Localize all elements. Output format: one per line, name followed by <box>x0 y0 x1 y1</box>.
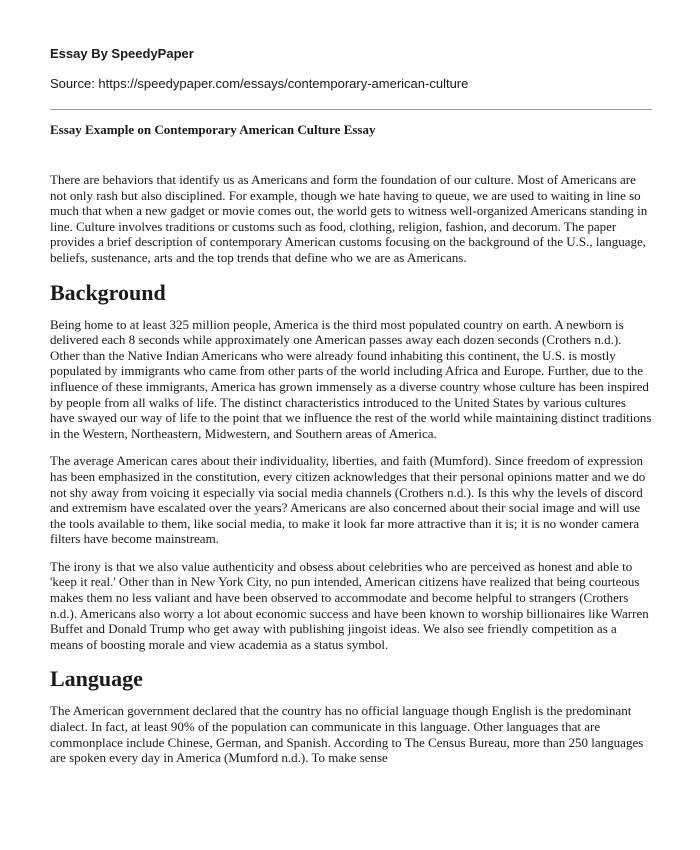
background-paragraph-1: Being home to at least 325 million people, America is the third most populated country on earth. A newborn is delivered each 8 seconds while approximately one American passes away each dozen seconds (Crothers n.d.). Other than the Native Indian Americans who were already found inhabiting this continent, the U.S. is mostly populated by immigrants who came from other parts of the world including Africa and Europe. Further, due to the influence of these immigrants, America has grown immensely as a diverse country whose culture has been inspired by people from all walks of life. The distinct characteristics introduced to the United States by various cultures have swayed our way of life to the point that we influence the rest of the world while maintaining distinct traditions in the Western, Northeastern, Midwestern, and Southern areas of America. <box>50 316 652 441</box>
header-divider <box>50 109 652 110</box>
section-heading-background: Background <box>50 279 166 305</box>
essay-page <box>50 36 652 766</box>
background-paragraph-2: The average American cares about their individuality, liberties, and faith (Mumford). Since freedom of expression has been emphasized in the constitution, every citizen acknowledges that their personal opinions matter and we do not shy away from voicing it especially via social media channels (Crothers n.d.). Is this why the levels of discord and extremism have escalated over the years? Americans are also concerned about their social image and will use the tools available to them, like social media, to make it look far more attractive than it is; it is no wonder camera filters have become mainstream. <box>50 453 646 547</box>
essay-title: Essay Example on Contemporary American Culture Essay <box>50 122 376 137</box>
intro-paragraph: There are behaviors that identify us as Americans and form the foundation of our culture. Most of Americans are not only rash but also disciplined. For example, though we hate having to queue, we are used to waiting in line so much that when a new gadget or movie comes out, the world gets to witness well-organized Americans standing in line. Culture involves traditions or customs such as food, clothing, religion, fashion, and decorum. The paper provides a brief description of contemporary American customs focusing on the background of the U.S., language, beliefs, sustenance, arts and the top trends that define who we are as Americans. <box>50 172 648 265</box>
background-paragraph-3: The irony is that we also value authenticity and obsess about celebrities who are perceived as honest and able to 'keep it real.' Other than in New York City, no pun intended, American citizens have realized that being courteous makes them no less valiant and have been observed to accommodate and become helpful to strangers (Crothers n.d.). Americans also worry a lot about economic success and have been known to worship billionaires like Warren Buffet and Donald Trump who get away with publishing jingoist ideas. We also see friendly competition as a means of boosting morale and view academia as a status symbol. <box>50 558 649 652</box>
language-paragraph-1: The American government declared that the country has no official language though English is the predominant dialect. In fact, at least 90% of the population can communicate in this language. Other languages that are commonplace include Chinese, German, and Spanish. According to The Census Bureau, more than 250 languages are spoken every day in America (Mumford n.d.). To make sense <box>50 703 644 766</box>
essay-author-line: Essay By SpeedyPaper <box>50 46 194 61</box>
section-heading-language: Language <box>50 666 143 692</box>
source-url-line: Source: https://speedypaper.com/essays/contemporary-american-culture <box>50 76 469 91</box>
